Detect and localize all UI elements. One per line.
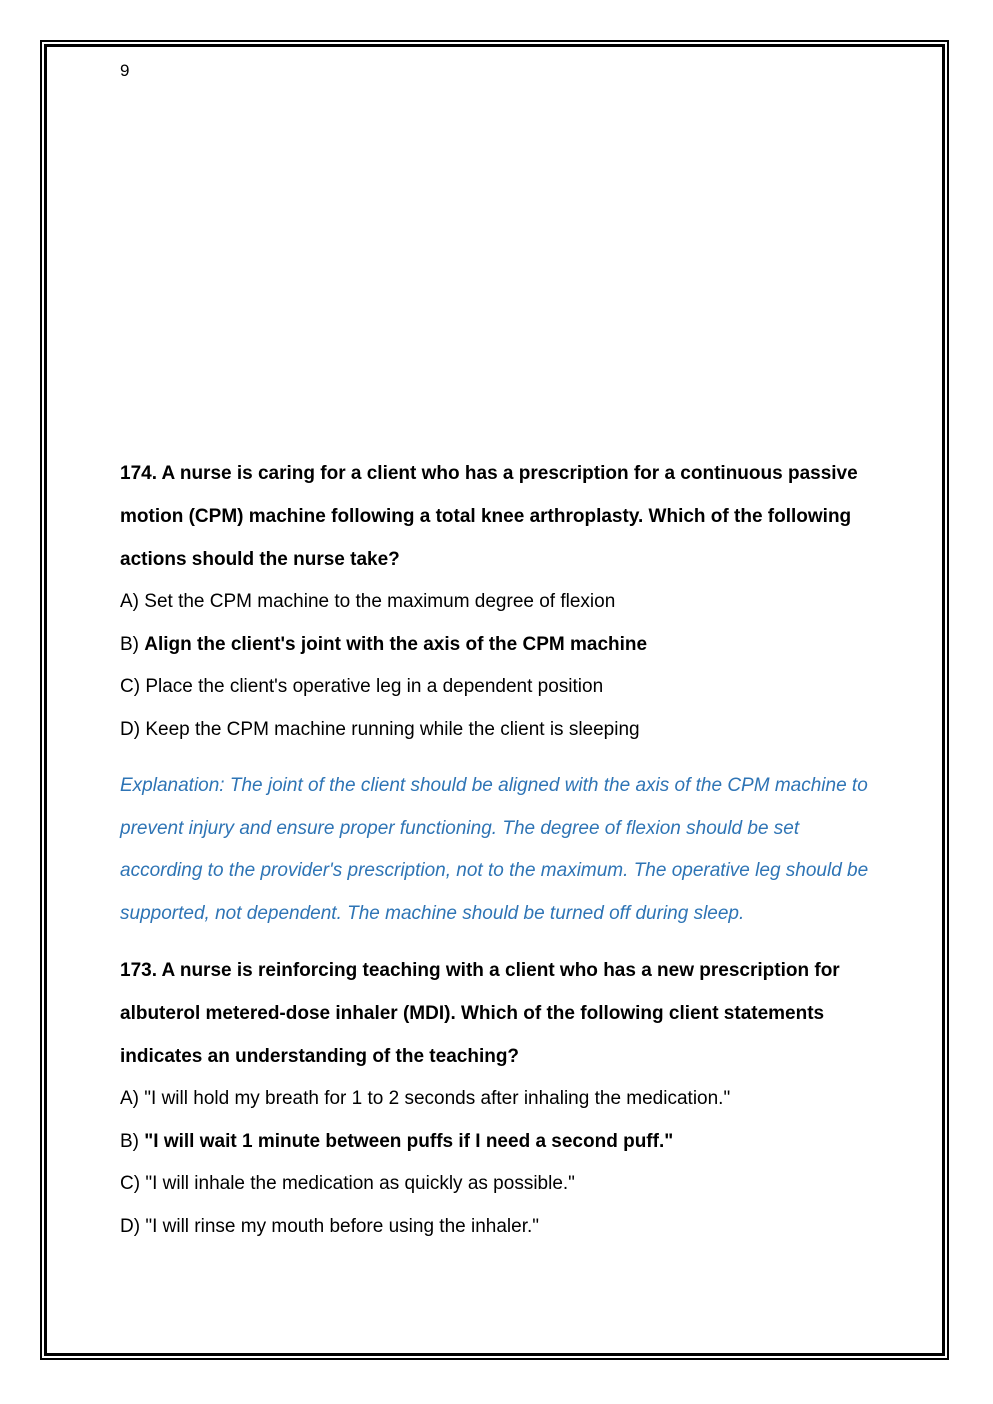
option-d xyxy=(120,709,880,752)
answer-options xyxy=(120,581,880,751)
option-d xyxy=(120,1206,880,1249)
option-text: Keep the CPM machine running while the client is sleeping xyxy=(145,718,640,740)
option-text: "I will inhale the medication as quickly as possible." xyxy=(145,1173,575,1194)
question-173 xyxy=(120,949,880,1248)
option-prefix: D) xyxy=(120,1215,146,1237)
option-text: Place the client's operative leg in a dependent position xyxy=(145,676,604,697)
page-number: 9 xyxy=(120,61,130,80)
answer-options xyxy=(120,1078,880,1248)
option-prefix: A) xyxy=(120,1088,145,1109)
question-174 xyxy=(120,452,880,935)
option-prefix: A) xyxy=(120,591,145,612)
explanation-text: Explanation: The joint of the client should be aligned with the axis of the CPM machine to prevent injury and ensure proper functioning. The degree of flexion should be set according to the provider's prescription, not to the maximum. The operative leg should be supported, not dependent. The machine should be turned off during sleep. xyxy=(120,775,869,924)
option-b xyxy=(120,624,880,667)
option-prefix: B) xyxy=(120,633,145,655)
question-stem: 173. A nurse is reinforcing teaching with a client who has a new prescription for albuterol metered-dose inhaler (MDI). Which of the following client statements indicates an understanding of the teaching? xyxy=(120,960,840,1067)
option-a xyxy=(120,1078,880,1121)
option-c xyxy=(120,666,880,709)
option-text: "I will hold my breath for 1 to 2 seconds after inhaling the medication." xyxy=(144,1088,731,1109)
option-b xyxy=(120,1121,880,1164)
question-stem: 174. A nurse is caring for a client who has a prescription for a continuous passive motion (CPM) machine following a total knee arthroplasty. Which of the following actions should the nurse take? xyxy=(120,463,858,570)
option-prefix: B) xyxy=(120,1130,145,1152)
option-a xyxy=(120,581,880,624)
option-text: Set the CPM machine to the maximum degree of flexion xyxy=(144,591,616,612)
correct-answer-text: Align the client's joint with the axis of the CPM machine xyxy=(144,633,648,655)
option-prefix: C) xyxy=(120,676,146,697)
option-prefix: C) xyxy=(120,1173,146,1194)
option-prefix: D) xyxy=(120,718,146,740)
option-text: "I will rinse my mouth before using the inhaler." xyxy=(145,1215,540,1237)
document-body xyxy=(120,452,880,1248)
correct-answer-text: "I will wait 1 minute between puffs if I need a second puff." xyxy=(144,1130,674,1152)
option-c xyxy=(120,1163,880,1206)
